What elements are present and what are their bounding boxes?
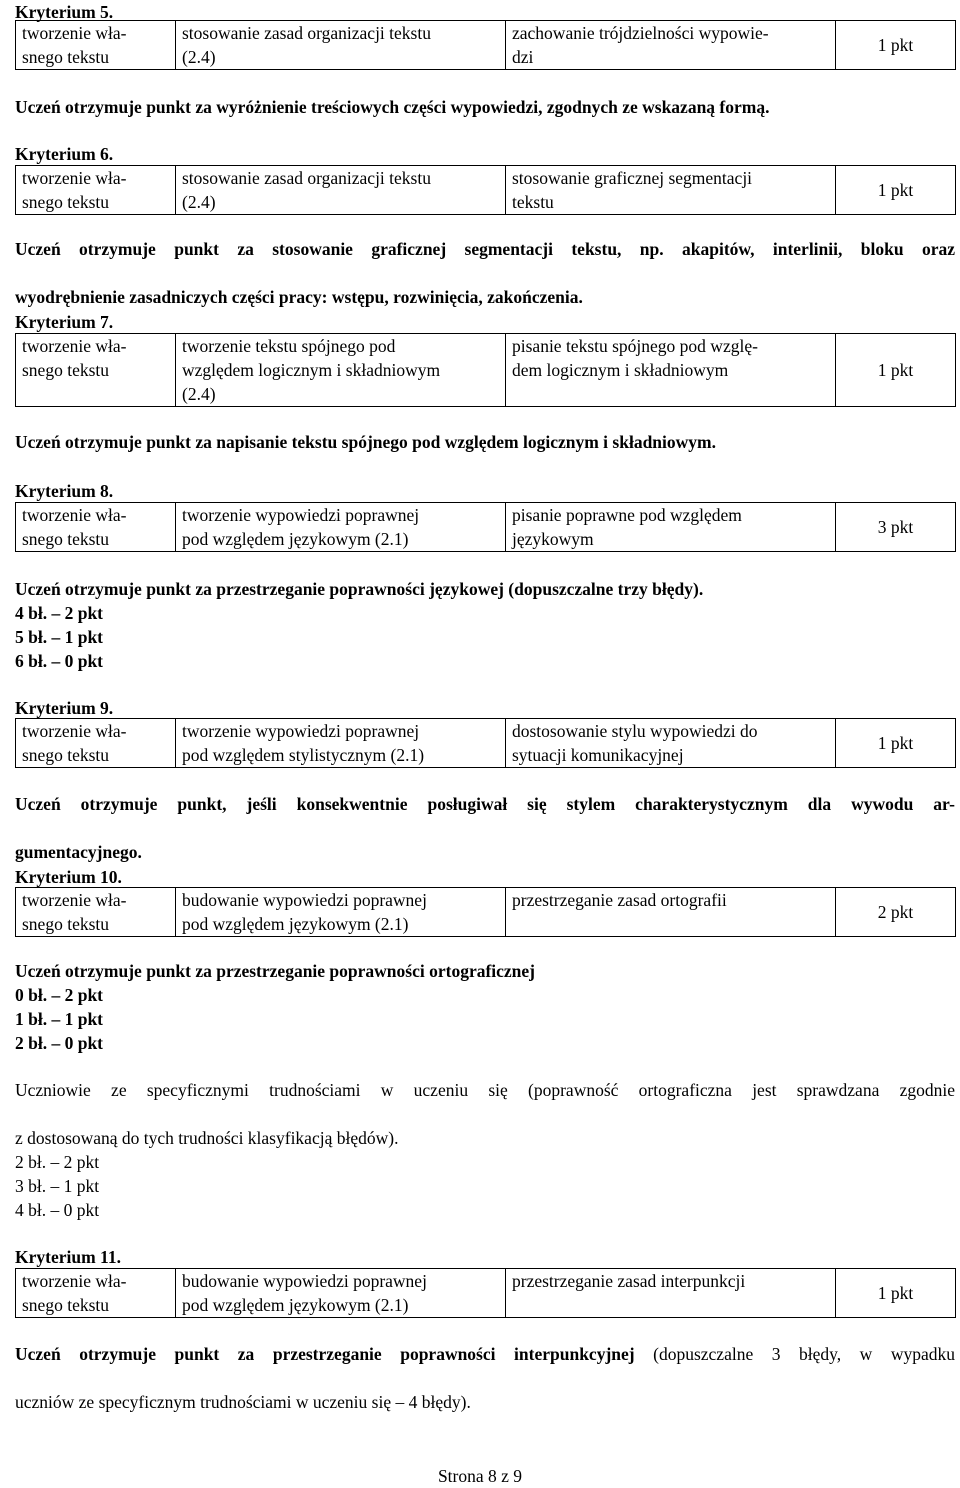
scale-row: 2 bł. – 2 pkt <box>15 1152 100 1172</box>
requirement-cell: stosowanie zasad organizacji tekstu (2.4) <box>176 21 506 70</box>
criterion-10-note-scale <box>15 1150 955 1222</box>
skill-cell: tworzenie wła- snego tekstu <box>16 334 176 407</box>
points-cell: 2 pkt <box>836 888 956 937</box>
criterion-10-note: Uczniowie ze specyficznymi trudnościami w uczeniu się (poprawność ortograficzna jest sprawdzana zgodnie z dostosowaną do tych trudności klasyfikacją błędów). <box>15 1080 955 1148</box>
scale-row: 6 bł. – 0 pkt <box>15 651 104 671</box>
criterion-8-title: Kryterium 8. <box>15 481 114 501</box>
criterion-9-title: Kryterium 9. <box>15 698 114 718</box>
scale-row: 1 bł. – 1 pkt <box>15 1009 104 1029</box>
detail-cell: przestrzeganie zasad ortografii <box>506 888 836 937</box>
criterion-8-table <box>15 502 956 552</box>
scale-row: 2 bł. – 0 pkt <box>15 1033 104 1053</box>
criterion-6-table <box>15 165 956 215</box>
scale-row: 0 bł. – 2 pkt <box>15 985 104 1005</box>
criterion-7-description: Uczeń otrzymuje punkt za napisanie tekstu spójnego pod względem logicznym i składniowym. <box>15 432 716 452</box>
points-cell: 3 pkt <box>836 503 956 552</box>
criterion-5-table <box>15 20 956 70</box>
scale-row: 4 bł. – 0 pkt <box>15 1200 100 1220</box>
detail-cell: pisanie poprawne pod względem językowym <box>506 503 836 552</box>
criterion-10-table <box>15 887 956 937</box>
criterion-5-description: Uczeń otrzymuje punkt za wyróżnienie treściowych części wypowiedzi, zgodnych ze wskazaną formą. <box>15 97 770 117</box>
scale-row: 4 bł. – 2 pkt <box>15 603 104 623</box>
criterion-10-title: Kryterium 10. <box>15 867 122 887</box>
criterion-11-title: Kryterium 11. <box>15 1247 121 1267</box>
scale-row: 5 bł. – 1 pkt <box>15 627 104 647</box>
criterion-5-title: Kryterium 5. <box>15 2 114 22</box>
criterion-10-description: Uczeń otrzymuje punkt za przestrzeganie poprawności ortograficznej 0 bł. – 2 pkt 1 bł. – 1 pkt 2 bł. – 0 pkt <box>15 959 955 1055</box>
points-cell: 1 pkt <box>836 21 956 70</box>
detail-cell: zachowanie trójdzielności wypowie- dzi <box>506 21 836 70</box>
criterion-9-description: Uczeń otrzymuje punkt, jeśli konsekwentnie posługiwał się stylem charakterystycznym dla wywodu ar- gumentacyjnego. <box>15 794 955 862</box>
detail-cell: pisanie tekstu spójnego pod wzglę- dem logicznym i składniowym <box>506 334 836 407</box>
points-cell: 1 pkt <box>836 1269 956 1318</box>
requirement-cell: tworzenie tekstu spójnego pod względem logicznym i składniowym (2.4) <box>176 334 506 407</box>
points-cell: 1 pkt <box>836 334 956 407</box>
scale-row: 3 bł. – 1 pkt <box>15 1176 100 1196</box>
skill-cell: tworzenie wła- snego tekstu <box>16 719 176 768</box>
detail-cell: przestrzeganie zasad interpunkcji <box>506 1269 836 1318</box>
requirement-cell: budowanie wypowiedzi poprawnej pod względem językowym (2.1) <box>176 1269 506 1318</box>
criterion-11-description: Uczeń otrzymuje punkt za przestrzeganie poprawności interpunkcyjnej (dopuszczalne 3 błędy, w wypadku uczniów ze specyficznym trudnościami w uczeniu się – 4 błędy). <box>15 1344 955 1412</box>
detail-cell: stosowanie graficznej segmentacji tekstu <box>506 166 836 215</box>
criterion-6-description: Uczeń otrzymuje punkt za stosowanie graficznej segmentacji tekstu, np. akapitów, interlinii, bloku oraz wyodrębnienie zasadniczych części pracy: wstępu, rozwinięcia, zakończenia. <box>15 239 955 307</box>
requirement-cell: tworzenie wypowiedzi poprawnej pod względem stylistycznym (2.1) <box>176 719 506 768</box>
page-number: Strona 8 z 9 <box>437 1466 523 1486</box>
skill-cell: tworzenie wła- snego tekstu <box>16 503 176 552</box>
criterion-8-description: Uczeń otrzymuje punkt za przestrzeganie poprawności językowej (dopuszczalne trzy błędy). 4 bł. – 2 pkt 5 bł. – 1 pkt 6 bł. – 0 pkt <box>15 577 955 673</box>
criterion-6-title: Kryterium 6. <box>15 144 114 164</box>
criterion-7-table <box>15 333 956 407</box>
detail-cell: dostosowanie stylu wypowiedzi do sytuacji komunikacyjnej <box>506 719 836 768</box>
skill-cell: tworzenie wła- snego tekstu <box>16 888 176 937</box>
criterion-9-table <box>15 718 956 768</box>
criterion-11-table <box>15 1268 956 1318</box>
points-cell: 1 pkt <box>836 719 956 768</box>
requirement-cell: tworzenie wypowiedzi poprawnej pod względem językowym (2.1) <box>176 503 506 552</box>
points-cell: 1 pkt <box>836 166 956 215</box>
criterion-7-title: Kryterium 7. <box>15 312 114 332</box>
requirement-cell: stosowanie zasad organizacji tekstu (2.4) <box>176 166 506 215</box>
skill-cell: tworzenie wła- snego tekstu <box>16 166 176 215</box>
skill-cell: tworzenie wła- snego tekstu <box>16 1269 176 1318</box>
requirement-cell: budowanie wypowiedzi poprawnej pod względem językowym (2.1) <box>176 888 506 937</box>
skill-cell: tworzenie wła- snego tekstu <box>16 21 176 70</box>
